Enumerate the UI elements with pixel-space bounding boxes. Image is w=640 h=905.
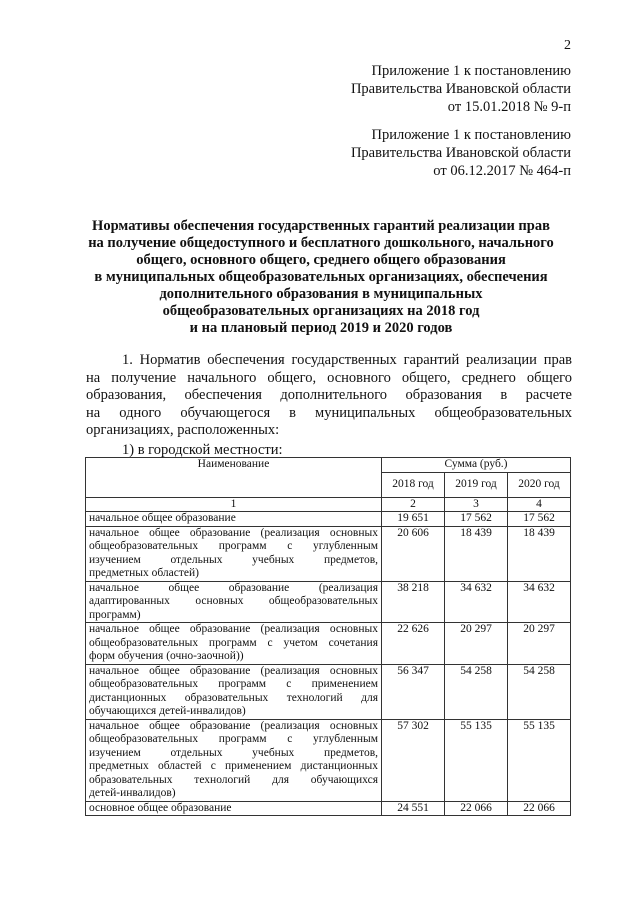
title-line: на получение общедоступного и бесплатного дошкольного, начального: [88, 235, 554, 251]
value-2018: 24 551: [382, 801, 445, 816]
title-line: Нормативы обеспечения государственных гарантий реализации прав: [92, 218, 550, 234]
description-line: обучающихся детей-инвалидов): [89, 705, 246, 717]
value-2019: 17 562: [445, 512, 508, 527]
paragraph-line: организациях, расположенных:: [86, 422, 280, 438]
description-line: программ): [89, 608, 141, 621]
value-2019: 22 066: [445, 801, 508, 816]
value-2019: 34 632: [445, 581, 508, 623]
col-number: 4: [508, 497, 571, 512]
paragraph-line: на одного обучающегося в муниципальных общеобразовательных: [86, 404, 572, 421]
appendix-current-line3: от 15.01.2018 № 9-п: [447, 99, 571, 115]
description-line: основное общее образование: [89, 801, 232, 814]
header-sum: Сумма (руб.): [382, 458, 571, 473]
description-line: детей-инвалидов): [89, 787, 176, 799]
table-row: [86, 623, 571, 665]
table-row: [86, 526, 571, 581]
value-2018: 22 626: [382, 623, 445, 665]
value-2018: 57 302: [382, 719, 445, 801]
value-2018: 38 218: [382, 581, 445, 623]
description-line: форм обучения (очно-заочной)): [89, 650, 244, 662]
value-2020: 20 297: [508, 623, 571, 665]
description-line: начальное общее образование (реализация: [89, 581, 378, 594]
title-line: и на плановый период 2019 и 2020 годов: [189, 320, 453, 336]
page-number: 2: [564, 38, 571, 53]
col-number: 3: [445, 497, 508, 512]
row-description: [86, 581, 382, 623]
row-description: [86, 664, 382, 719]
table-row: [86, 512, 571, 527]
description-line: адаптированных основных общеобразовательных: [89, 595, 378, 607]
table-row: [86, 581, 571, 623]
appendix-original: [0, 126, 571, 180]
value-2020: 54 258: [508, 664, 571, 719]
description-line: общеобразовательных программ с применением: [89, 678, 378, 690]
table-row: [86, 801, 571, 816]
appendix-original-line1: Приложение 1 к постановлению: [371, 127, 571, 143]
value-2020: 22 066: [508, 801, 571, 816]
description-line: начальное общее образование (реализация основных: [89, 623, 378, 635]
col-number: 2: [382, 497, 445, 512]
title-line: общего, основного общего, среднего общего образования: [136, 252, 506, 268]
description-line: предметных областей): [89, 567, 199, 579]
description-line: образовательных технологий для обучающихся: [89, 773, 378, 786]
value-2019: 20 297: [445, 623, 508, 665]
row-description: [86, 719, 382, 801]
value-2020: 17 562: [508, 512, 571, 527]
document-title: [60, 218, 582, 337]
description-line: общеобразовательных программ с углубленным: [89, 733, 378, 745]
paragraph-line: образования, обеспечения дополнительного образования в расчете: [86, 387, 572, 403]
appendix-current-line2: Правительства Ивановской области: [350, 81, 571, 97]
title-line: общеобразовательных организациях на 2018 год: [162, 303, 480, 319]
subheading: 1) в городской местности:: [122, 442, 283, 458]
table-body: [86, 512, 571, 816]
title-line: в муниципальных общеобразовательных организациях, обеспечения: [94, 269, 548, 285]
row-description: [86, 526, 382, 581]
appendix-original-line3: от 06.12.2017 № 464-п: [433, 163, 571, 179]
paragraph-line: 1. Норматив обеспечения государственных гарантий реализации прав: [122, 352, 572, 368]
row-description: [86, 623, 382, 665]
row-description: [86, 801, 382, 816]
value-2019: 18 439: [445, 526, 508, 581]
value-2018: 20 606: [382, 526, 445, 581]
description-line: начальное общее образование (реализация основных: [89, 526, 378, 539]
appendix-current: [0, 62, 571, 116]
header-year-2018: 2018 год: [382, 472, 445, 497]
description-line: изучением отдельных учебных предметов,: [89, 553, 378, 566]
value-2020: 34 632: [508, 581, 571, 623]
appendix-original-line2: Правительства Ивановской области: [350, 145, 571, 161]
body-paragraph: [86, 352, 572, 440]
description-line: дистанционных образовательных технологий для: [89, 691, 378, 704]
header-year-2019: 2019 год: [445, 472, 508, 497]
value-2020: 18 439: [508, 526, 571, 581]
appendix-current-line1: Приложение 1 к постановлению: [371, 63, 571, 79]
value-2018: 56 347: [382, 664, 445, 719]
value-2020: 55 135: [508, 719, 571, 801]
table-row: [86, 719, 571, 801]
paragraph-line: на получение начального общего, основного общего, среднего общего: [86, 369, 572, 386]
description-line: общеобразовательных программ с учетом сочетания: [89, 636, 378, 649]
description-line: начальное общее образование: [89, 512, 236, 524]
description-line: общеобразовательных программ с углубленным: [89, 540, 378, 552]
table-row: [86, 664, 571, 719]
title-line: дополнительного образования в муниципальных: [159, 286, 483, 302]
value-2018: 19 651: [382, 512, 445, 527]
header-year-2020: 2020 год: [508, 472, 571, 497]
value-2019: 55 135: [445, 719, 508, 801]
value-2019: 54 258: [445, 664, 508, 719]
header-name: Наименование: [86, 458, 382, 498]
col-number: 1: [86, 497, 382, 512]
description-line: предметных областей с применением дистанционных: [89, 760, 378, 772]
description-line: начальное общее образование (реализация основных: [89, 719, 378, 732]
norms-table: [85, 457, 571, 816]
description-line: изучением отдельных учебных предметов,: [89, 746, 378, 759]
row-description: [86, 512, 382, 527]
description-line: начальное общее образование (реализация основных: [89, 664, 378, 677]
